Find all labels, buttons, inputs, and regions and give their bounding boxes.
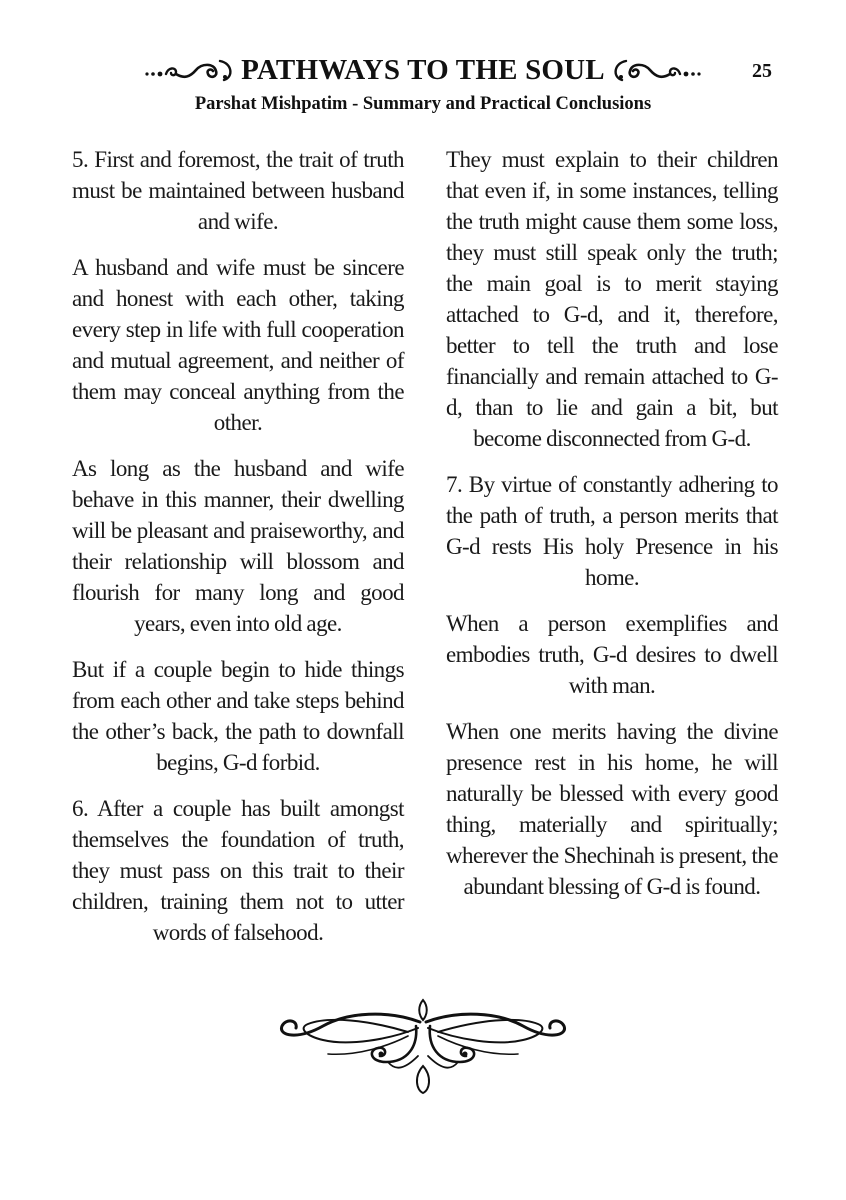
scroll-flourish-left-icon	[142, 55, 237, 85]
paragraph: A husband and wife must be sincere and honest with each other, taking every step in life with full cooperation and mutual agreement, and neither of them may conceal anything from the other.	[72, 255, 404, 435]
paragraph: When a person exemplifies and embodies truth, G-d desires to dwell with man.	[446, 611, 778, 698]
paragraph: As long as the husband and wife behave in this manner, their dwelling will be pleasant and praiseworthy, and their relationship will blossom and flourish for many long and good years, even into old age.	[72, 456, 404, 636]
book-title: PATHWAYS TO THE SOUL	[241, 53, 605, 86]
paragraph: They must explain to their children that even if, in some instances, telling the truth might cause them some loss, they must still speak only the truth; the main goal is to merit staying attached to G-d, and it, therefore, better to tell the truth and lose financially and remain attached to G-d, than to lie and gain a bit, but become disconnected from G-d.	[446, 147, 778, 451]
page-header	[0, 50, 846, 90]
paragraph: 5. First and foremost, the trait of truth must be maintained between husband and wife.	[72, 147, 404, 234]
page-number: 25	[752, 60, 772, 82]
paragraph: But if a couple begin to hide things from each other and take steps behind the other’s back, the path to downfall begins, G-d forbid.	[72, 657, 404, 775]
left-column	[72, 144, 404, 963]
paragraph: When one merits having the divine presence rest in his home, he will naturally be blessed with every good thing, materially and spiritually; wherever the Shechinah is present, the abundant blessing of G-d is found.	[446, 719, 778, 899]
right-column	[446, 144, 778, 917]
chapter-subtitle: Parshat Mishpatim - Summary and Practical Conclusions	[194, 94, 652, 114]
paragraph: 6. After a couple has built amongst themselves the foundation of truth, they must pass on this trait to their children, training them not to utter words of falsehood.	[72, 796, 404, 945]
scroll-flourish-right-icon	[609, 55, 704, 85]
paragraph: 7. By virtue of constantly adhering to the path of truth, a person merits that G-d rests His holy Presence in his home.	[446, 472, 778, 590]
title-row	[128, 50, 718, 90]
calligraphic-flourish-divider-icon	[268, 996, 578, 1096]
